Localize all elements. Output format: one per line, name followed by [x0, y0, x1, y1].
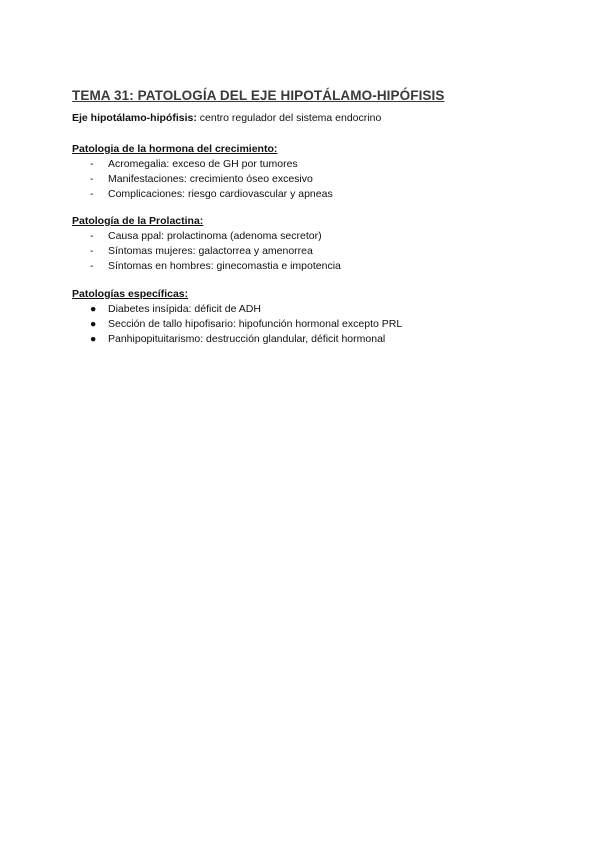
bullet-marker: ●: [90, 318, 97, 330]
list-item-text: Panhipopituitarismo: destrucción glandular, déficit hormonal: [108, 333, 386, 345]
section-heading: Patologia de la hormona del crecimiento:: [72, 143, 278, 155]
bullet-list: [72, 157, 333, 202]
list-item-text: Síntomas en hombres: ginecomastia e impotencia: [108, 260, 341, 272]
dash-marker: -: [90, 158, 94, 170]
list-item: [72, 332, 402, 347]
bullet-marker: ●: [90, 333, 97, 345]
bullet-list: [72, 302, 402, 347]
dash-marker: -: [90, 260, 94, 272]
page-title: TEMA 31: PATOLOGÍA DEL EJE HIPOTÁLAMO-HIPÓFISIS: [72, 88, 445, 103]
list-item: [72, 244, 341, 259]
list-item-text: Acromegalia: exceso de GH por tumores: [108, 158, 298, 170]
section-prolactin: [72, 214, 341, 274]
list-item-text: Causa ppal: prolactinoma (adenoma secretor): [108, 230, 322, 242]
dash-marker: -: [90, 173, 94, 185]
bullet-marker: ●: [90, 303, 97, 315]
section-specific-pathologies: [72, 287, 402, 347]
list-item: [72, 302, 402, 317]
dash-marker: -: [90, 188, 94, 200]
bullet-list: [72, 229, 341, 274]
list-item: [72, 229, 341, 244]
dash-marker: -: [90, 245, 94, 257]
intro-text: centro regulador del sistema endocrino: [196, 112, 382, 124]
list-item: [72, 157, 333, 172]
list-item-text: Diabetes insípida: déficit de ADH: [108, 303, 261, 315]
dash-marker: -: [90, 230, 94, 242]
section-growth-hormone: [72, 142, 333, 202]
list-item: [72, 187, 333, 202]
list-item-text: Complicaciones: riesgo cardiovascular y apneas: [108, 188, 333, 200]
list-item-text: Sección de tallo hipofisario: hipofunción hormonal excepto PRL: [108, 318, 403, 330]
list-item: [72, 317, 402, 332]
list-item: [72, 172, 333, 187]
list-item-text: Manifestaciones: crecimiento óseo excesivo: [108, 173, 313, 185]
list-item-text: Síntomas mujeres: galactorrea y amenorrea: [108, 245, 313, 257]
section-heading: Patologías específicas:: [72, 288, 189, 300]
section-heading: Patología de la Prolactina:: [72, 215, 204, 227]
list-item: [72, 259, 341, 274]
intro-line: [72, 112, 381, 124]
intro-term: Eje hipotálamo-hipófisis:: [72, 112, 197, 124]
